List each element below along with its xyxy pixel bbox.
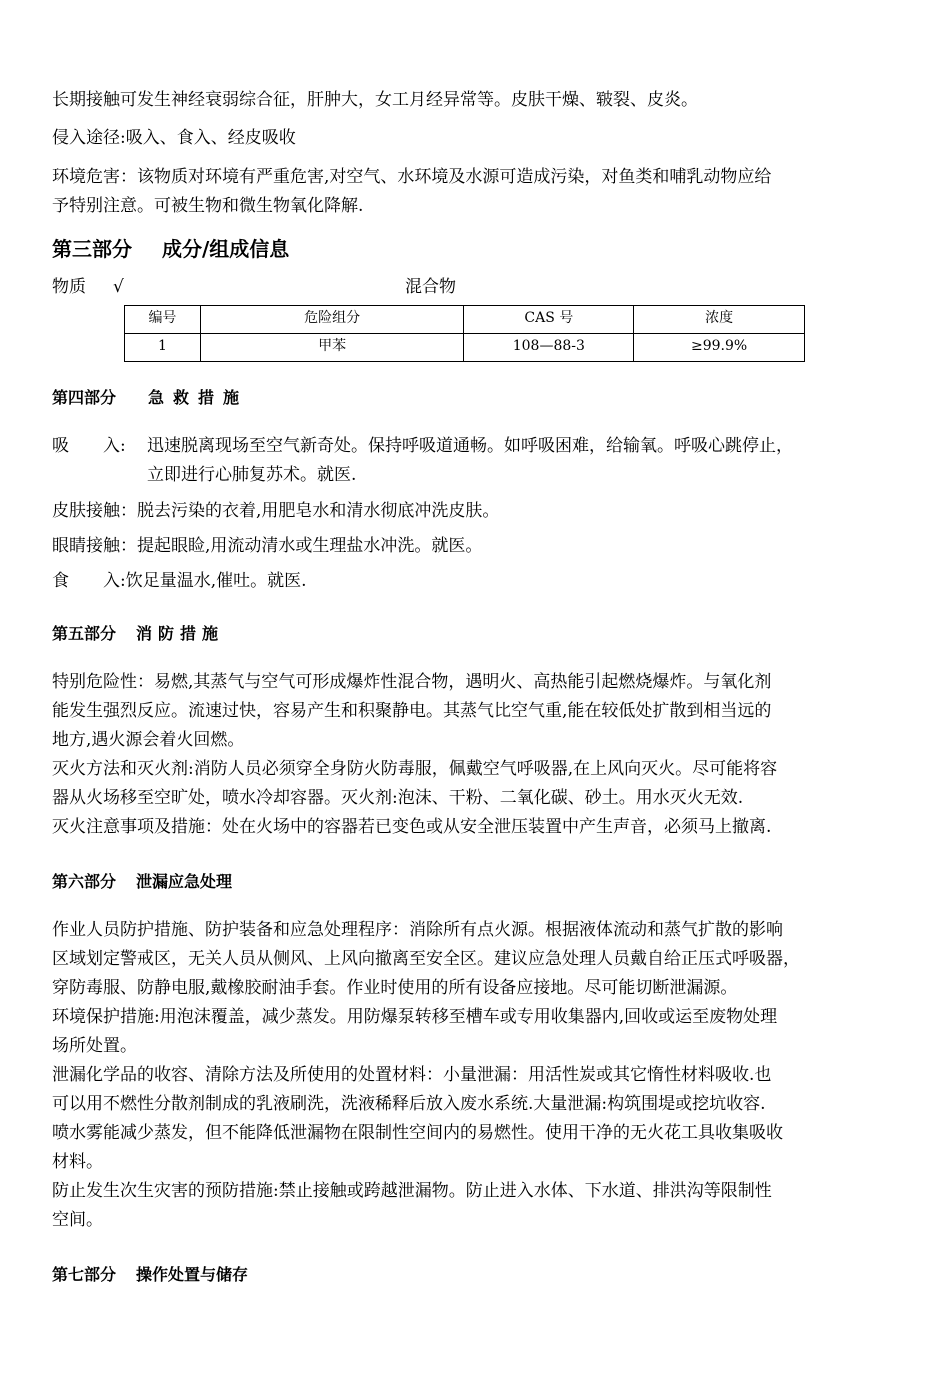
section-5-number: 第五部分 [52,624,117,643]
mixture-label: 混合物 [405,277,456,297]
section-7-number: 第七部分 [52,1265,117,1284]
section-7-title: 操作处置与储存 [136,1265,249,1284]
header-cell-number: 编号 [125,306,201,334]
fire-text-line: 地方,遇火源会着火回燃。 [52,730,245,750]
section-4-number: 第四部分 [52,388,117,407]
inhalation-text-line-1: 迅速脱离现场至空气新奇处。保持呼吸道通畅。如呼吸困难，给输氧。呼吸心跳停止， [147,436,793,456]
section-4-heading [52,385,248,408]
header-cell-concentration: 浓度 [634,306,805,334]
header-cell-cas: CAS 号 [464,306,634,334]
fire-text-line: 特别危险性：易燃,其蒸气与空气可形成爆炸性混合物，遇明火、高热能引起燃烧爆炸。与氧化剂 [52,672,772,692]
spill-text-line: 材料。 [52,1152,103,1172]
section-3-heading [52,233,289,262]
section-5-heading [52,621,224,644]
ingestion-text: 食 入:饮足量温水,催吐。就医. [52,571,307,591]
spill-text-line: 区域划定警戒区，无关人员从侧风、上风向撤离至安全区。建议应急处理人员戴自给正压式呼吸器， [52,949,800,969]
spill-text-line: 空间。 [52,1210,103,1230]
section-6-title: 泄漏应急处理 [136,872,233,891]
inhalation-label: 吸 入: [52,436,126,456]
section-3-title: 成分/组成信息 [162,237,290,261]
chronic-exposure-text: 长期接触可发生神经衰弱综合征，肝肿大，女工月经异常等。皮肤干燥、皲裂、皮炎。 [52,90,698,110]
cell-concentration: ≥99.9% [634,334,805,362]
exposure-route-text: 侵入途径:吸入、食入、经皮吸收 [52,128,296,148]
composition-table [124,305,805,362]
section-6-number: 第六部分 [52,872,117,891]
substance-label: 物质 [52,277,86,297]
spill-text-line: 环境保护措施:用泡沫覆盖，减少蒸发。用防爆泵转移至槽车或专用收集器内,回收或运至废物处理 [52,1007,778,1027]
environmental-hazard-line-1: 环境危害：该物质对环境有严重危害,对空气、水环境及水源可造成污染，对鱼类和哺乳动物应给 [52,167,772,187]
environmental-hazard-line-2: 予特别注意。可被生物和微生物氧化降解. [52,196,364,216]
cell-cas: 108—88-3 [464,334,634,362]
fire-text-line: 灭火注意事项及措施：处在火场中的容器若已变色或从安全泄压装置中产生声音，必须马上撤离. [52,817,772,837]
spill-text-line: 喷水雾能减少蒸发，但不能降低泄漏物在限制性空间内的易燃性。使用干净的无火花工具收集吸收 [52,1123,783,1143]
cell-component: 甲苯 [200,334,464,362]
spill-text-line: 作业人员防护措施、防护装备和应急处理程序：消除所有点火源。根据液体流动和蒸气扩散的影响 [52,920,783,940]
section-7-heading [52,1262,248,1285]
substance-check-mark: √ [113,277,124,297]
section-5-title: 消防措施 [136,624,225,643]
inhalation-text-line-2: 立即进行心肺复苏术。就医. [147,465,357,485]
spill-text-line: 泄漏化学品的收容、清除方法及所使用的处置材料：小量泄漏：用活性炭或其它惰性材料吸收.也 [52,1065,772,1085]
skin-contact-text: 皮肤接触：脱去污染的衣着,用肥皂水和清水彻底冲洗皮肤。 [52,501,500,521]
spill-text-line: 防止发生次生灾害的预防措施:禁止接触或跨越泄漏物。防止进入水体、下水道、排洪沟等限制性 [52,1181,772,1201]
section-4-title: 急救措施 [148,388,249,407]
header-cell-component: 危险组分 [200,306,464,334]
section-3-number: 第三部分 [52,237,132,261]
spill-text-line: 可以用不燃性分散剂制成的乳液刷洗，洗液稀释后放入废水系统.大量泄漏:构筑围堤或挖坑收容. [52,1094,766,1114]
cell-number: 1 [125,334,201,362]
eye-contact-text: 眼睛接触：提起眼睑,用流动清水或生理盐水冲洗。就医。 [52,536,483,556]
spill-text-line: 穿防毒服、防静电服,戴橡胶耐油手套。作业时使用的所有设备应接地。尽可能切断泄漏源。 [52,978,738,998]
spill-text-line: 场所处置。 [52,1036,137,1056]
table-row [125,334,805,362]
fire-text-line: 能发生强烈反应。流速过快，容易产生和积聚静电。其蒸气比空气重,能在较低处扩散到相当远的 [52,701,772,721]
fire-text-line: 器从火场移至空旷处，喷水冷却容器。灭火剂:泡沫、干粉、二氧化碳、砂土。用水灭火无效. [52,788,744,808]
fire-text-line: 灭火方法和灭火剂:消防人员必须穿全身防火防毒服，佩戴空气呼吸器,在上风向灭火。尽可能将容 [52,759,778,779]
table-header-row [125,306,805,334]
section-6-heading [52,869,232,892]
